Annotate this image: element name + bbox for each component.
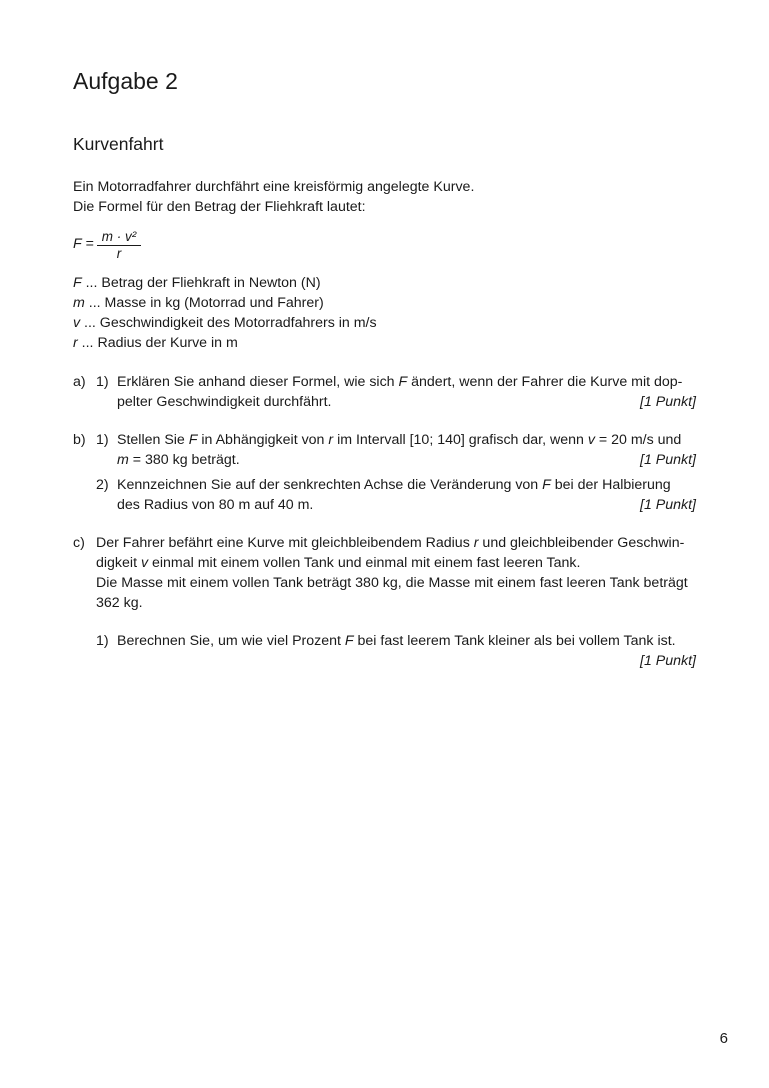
part-b-q1-points: [1 Punkt] bbox=[640, 452, 696, 468]
part-c-line-2 bbox=[96, 553, 580, 573]
text-run: Erklären Sie anhand dieser Formel, wie sich bbox=[117, 374, 399, 390]
var-v: v bbox=[587, 432, 595, 448]
legend-item bbox=[73, 293, 324, 313]
var-r: r bbox=[328, 432, 334, 448]
text-run: einmal mit einem vollen Tank und einmal mit einem fast leeren Tank. bbox=[148, 555, 581, 571]
formula-equals: = bbox=[81, 236, 94, 252]
text-run: und gleichbleibender Geschwin- bbox=[478, 535, 685, 551]
var-F: F bbox=[542, 477, 551, 493]
task-subheading: Kurvenfahrt bbox=[73, 134, 164, 154]
part-c-letter: c) bbox=[73, 535, 85, 551]
intro-line-2: Die Formel für den Betrag der Fliehkraft lautet: bbox=[73, 199, 366, 215]
legend-item bbox=[73, 273, 321, 293]
legend-text: ... Geschwindigkeit des Motorradfahrers in m/s bbox=[80, 315, 377, 331]
intro-line-1: Ein Motorradfahrer durchfährt eine kreisförmig angelegte Kurve. bbox=[73, 179, 475, 195]
part-c-q1-number: 1) bbox=[96, 633, 109, 649]
part-a-q1-line-2: pelter Geschwindigkeit durchfährt. bbox=[117, 394, 332, 410]
legend-item bbox=[73, 313, 377, 333]
part-b-q1-line-2 bbox=[117, 450, 240, 470]
var-F: F bbox=[398, 374, 408, 390]
legend-item bbox=[73, 333, 238, 353]
part-c-line-4: 362 kg. bbox=[96, 595, 143, 611]
text-run: bei fast leerem Tank kleiner als bei vollem Tank ist. bbox=[353, 633, 676, 649]
text-run: = 380 kg beträgt. bbox=[128, 452, 240, 468]
formula-numerator: m · v² bbox=[97, 229, 141, 246]
formula-lhs-var: F bbox=[73, 236, 82, 252]
formula-fraction bbox=[97, 229, 141, 261]
legend-symbol: v bbox=[73, 315, 81, 331]
var-F: F bbox=[188, 432, 198, 448]
var-r: r bbox=[473, 535, 479, 551]
text-run: digkeit bbox=[96, 555, 141, 571]
part-b-letter: b) bbox=[73, 432, 86, 448]
part-b-q2-points: [1 Punkt] bbox=[640, 497, 696, 513]
var-v: v bbox=[140, 555, 149, 571]
part-a-q1-points: [1 Punkt] bbox=[640, 394, 696, 410]
text-run: in Abhängigkeit von bbox=[197, 432, 329, 448]
text-run: Der Fahrer befährt eine Kurve mit gleichbleibendem Radius bbox=[96, 535, 474, 551]
text-run: ändert, wenn der Fahrer die Kurve mit dop- bbox=[407, 374, 683, 390]
task-heading: Aufgabe 2 bbox=[73, 68, 178, 94]
legend-text: ... Masse in kg (Motorrad und Fahrer) bbox=[84, 295, 324, 311]
part-c-q1-line-1 bbox=[117, 631, 676, 651]
part-a-q1-number: 1) bbox=[96, 374, 109, 390]
text-run: Stellen Sie bbox=[117, 432, 189, 448]
part-c-line-1 bbox=[96, 533, 684, 553]
legend-symbol: F bbox=[73, 275, 82, 291]
legend-symbol: r bbox=[73, 335, 78, 351]
text-run: = 20 m/s und bbox=[594, 432, 682, 448]
text-run: Berechnen Sie, um wie viel Prozent bbox=[117, 633, 345, 649]
part-b-q2-line-2: des Radius von 80 m auf 40 m. bbox=[117, 497, 314, 513]
legend-text: ... Betrag der Fliehkraft in Newton (N) bbox=[81, 275, 321, 291]
part-b-q1-line-1 bbox=[117, 430, 681, 450]
legend-symbol: m bbox=[73, 295, 85, 311]
text-run: bei der Halbierung bbox=[550, 477, 671, 493]
var-m: m bbox=[117, 452, 129, 468]
page-number: 6 bbox=[719, 1030, 728, 1047]
formula-lhs bbox=[73, 234, 94, 254]
var-F: F bbox=[344, 633, 354, 649]
part-b-q2-number: 2) bbox=[96, 477, 109, 493]
part-c-line-3: Die Masse mit einem vollen Tank beträgt 380 kg, die Masse mit einem fast leeren Tank beträgt bbox=[96, 575, 688, 591]
part-b-q1-number: 1) bbox=[96, 432, 109, 448]
legend-text: ... Radius der Kurve in m bbox=[77, 335, 238, 351]
part-b-q2-line-1 bbox=[117, 475, 671, 495]
part-c-q1-points: [1 Punkt] bbox=[640, 653, 696, 669]
part-a-q1-line-1 bbox=[117, 372, 682, 392]
text-run: im Intervall [10; 140] grafisch dar, wenn bbox=[333, 432, 588, 448]
part-a-letter: a) bbox=[73, 374, 86, 390]
text-run: Kennzeichnen Sie auf der senkrechten Achse die Veränderung von bbox=[117, 477, 543, 493]
formula-denominator: r bbox=[116, 246, 122, 261]
